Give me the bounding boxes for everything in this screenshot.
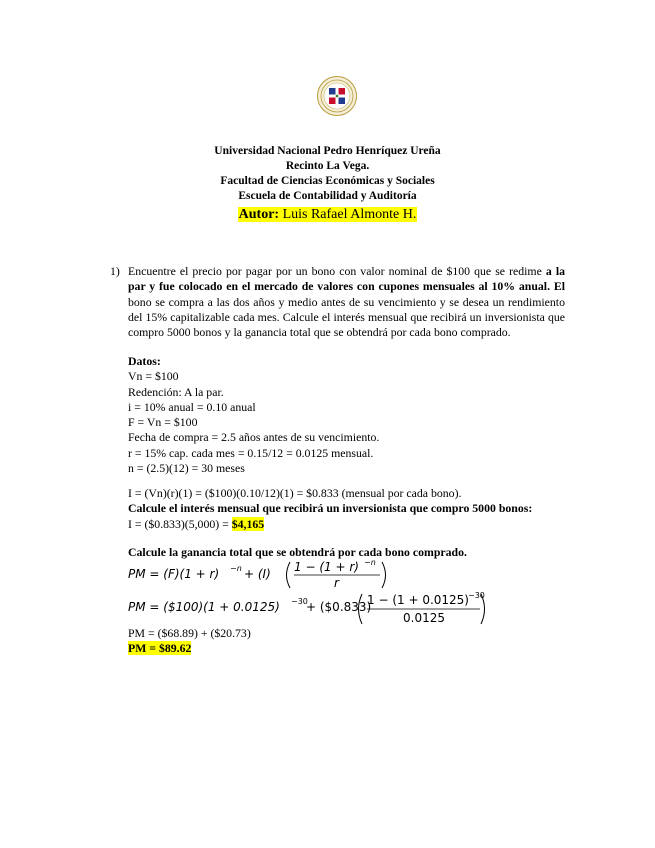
data-section bbox=[128, 354, 379, 476]
gain-question: Calcule la ganancia total que se obtendrá por cada bono comprado. bbox=[128, 545, 467, 559]
f2-num-exp: −30 bbox=[468, 591, 485, 600]
data-line: Redención: A la par. bbox=[128, 384, 224, 399]
problem-text-part2: bono se compra a las dos años y medio antes de su vencimiento y se desea un rendimiento del 15% capitalizable cada mes. Calcule el interés mensual que recibirá un inversionista que compro 5000 bonos y la ganancia total que se obtendrá por cada bono comprado. bbox=[128, 294, 565, 340]
f1-mid: + (I) bbox=[244, 567, 271, 581]
university-seal-logo bbox=[317, 76, 357, 116]
problem-number: 1) bbox=[110, 264, 120, 278]
f2-num: 1 − (1 + 0.0125) bbox=[367, 593, 469, 607]
school-name: Escuela de Contabilidad y Auditoría bbox=[238, 190, 417, 202]
gain-final: PM = $89.62 bbox=[128, 641, 192, 656]
f1-lhs: PM = (F)(1 + r) bbox=[128, 567, 220, 581]
data-line: r = 15% cap. cada mes = 0.15/12 = 0.0125 mensual. bbox=[128, 445, 374, 460]
f1-num: 1 − (1 + r) bbox=[294, 560, 359, 574]
interest-section bbox=[128, 486, 532, 532]
problem-statement bbox=[110, 264, 565, 340]
formula-general bbox=[128, 558, 388, 592]
author-label: Autor: bbox=[238, 207, 280, 222]
f1-exp: −n bbox=[230, 564, 242, 573]
problem-text-part1: Encuentre el precio por pagar por un bono con valor nominal de $100 que se redime bbox=[128, 264, 546, 278]
problem-text bbox=[128, 264, 565, 340]
f1-den: r bbox=[334, 576, 339, 590]
university-name: Universidad Nacional Pedro Henríquez Ureña bbox=[214, 145, 441, 157]
author-name: Luis Rafael Almonte H. bbox=[282, 207, 417, 222]
document-header bbox=[0, 144, 655, 223]
f2-exp: −30 bbox=[291, 597, 308, 606]
author-line bbox=[238, 207, 418, 222]
data-line: Fecha de compra = 2.5 años antes de su vencimiento. bbox=[128, 430, 380, 445]
f2-mid: + ($0.833) bbox=[306, 600, 372, 614]
interest-calc bbox=[128, 517, 532, 532]
f2-lhs: PM = ($100)(1 + 0.0125) bbox=[128, 600, 280, 614]
gain-step: PM = ($68.89) + ($20.73) bbox=[128, 626, 251, 640]
formula-substituted bbox=[128, 591, 488, 627]
interest-result: $4,165 bbox=[231, 516, 265, 531]
data-line: n = (2.5)(12) = 30 meses bbox=[128, 461, 245, 476]
interest-question: Calcule el interés mensual que recibirá un inversionista que compro 5000 bonos: bbox=[128, 501, 533, 516]
f1-num-exp: −n bbox=[364, 558, 376, 567]
interest-calc-prefix: I = ($0.833)(5,000) = bbox=[128, 516, 232, 531]
data-line: Vn = $100 bbox=[128, 369, 179, 384]
faculty-name: Facultad de Ciencias Económicas y Sociales bbox=[220, 175, 435, 187]
interest-formula: I = (Vn)(r)(1) = ($100)(0.10/12)(1) = $0.833 (mensual por cada bono). bbox=[128, 486, 462, 500]
data-line: F = Vn = $100 bbox=[128, 415, 198, 430]
problem-text-bold: a la par y fue colocado en el mercado de valores con cupones mensuales al 10% anual. El bbox=[128, 264, 565, 294]
f2-den: 0.0125 bbox=[403, 611, 445, 625]
data-title: Datos: bbox=[128, 354, 161, 368]
data-line: i = 10% anual = 0.10 anual bbox=[128, 399, 256, 414]
campus-name: Recinto La Vega. bbox=[285, 160, 370, 172]
gain-results bbox=[128, 626, 251, 657]
